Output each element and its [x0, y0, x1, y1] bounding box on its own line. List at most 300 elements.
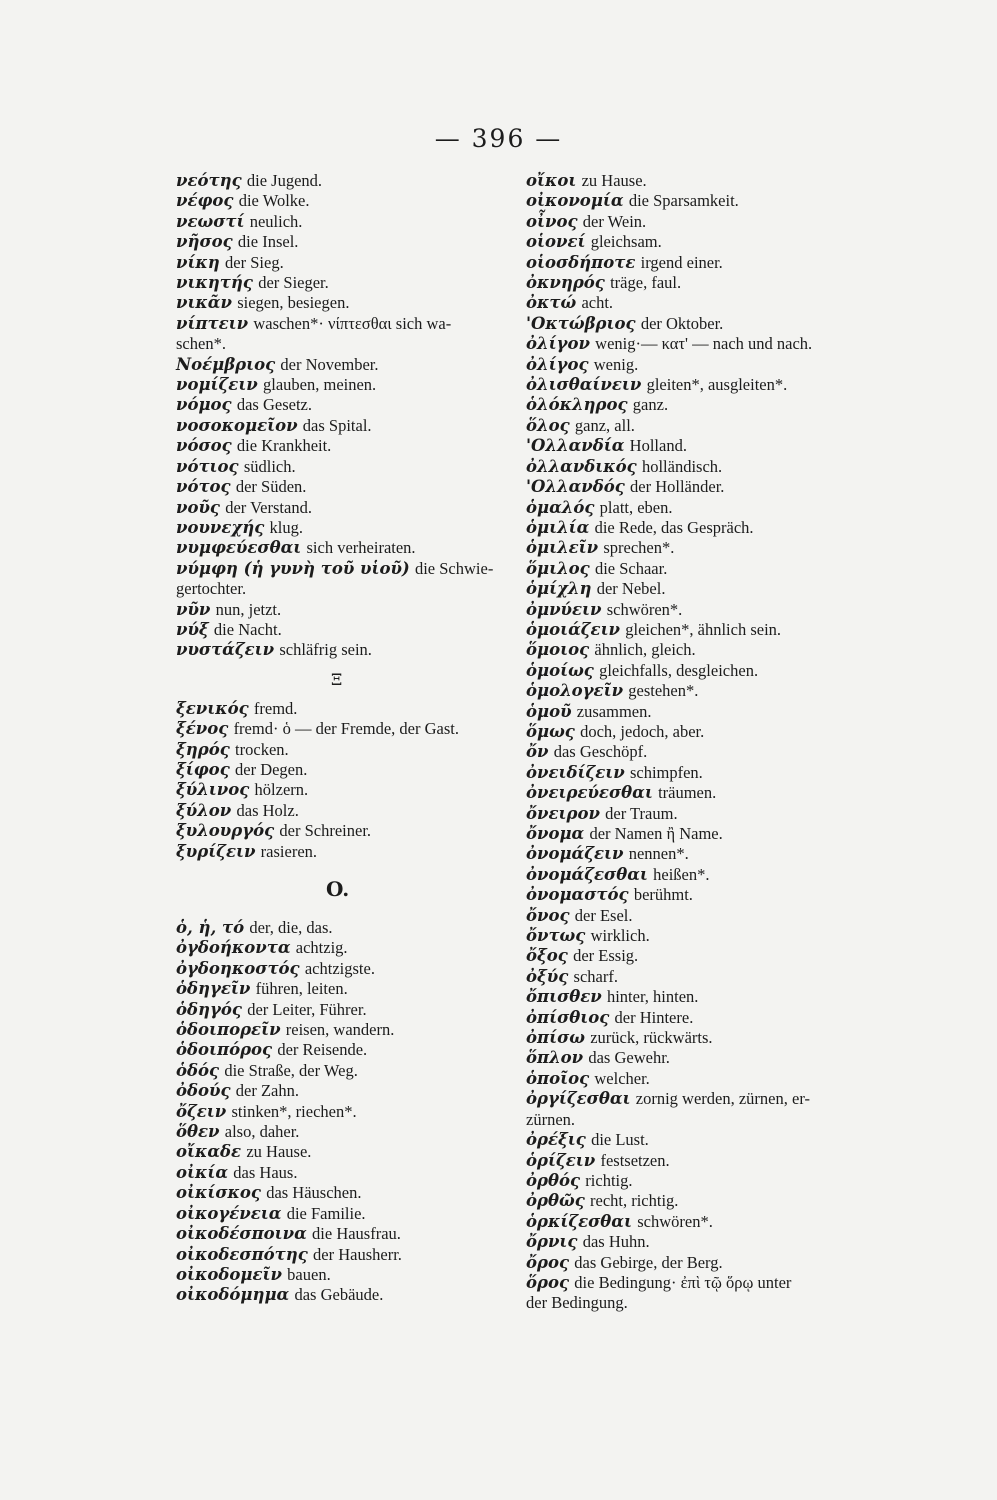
german-gloss: nennen*. — [628, 844, 689, 864]
dictionary-entry — [176, 640, 514, 660]
greek-headword: ὀγδοηκοστός — [176, 958, 300, 978]
german-gloss: hölzern. — [254, 780, 309, 800]
german-gloss: die Familie. — [286, 1203, 366, 1223]
german-gloss: waschen*· νίπτεσθαι sich wa- — [253, 313, 452, 333]
german-gloss: recht, richtig. — [590, 1191, 679, 1211]
german-gloss: der Holländer. — [630, 477, 725, 497]
greek-headword: 'Ολλανδός — [526, 477, 625, 497]
greek-headword: νουνεχής — [176, 517, 265, 537]
greek-headword: 'Ολλανδία — [526, 436, 625, 456]
greek-headword: οἱονεί — [526, 232, 586, 252]
german-gloss: träge, faul. — [610, 273, 682, 293]
dictionary-entry — [176, 1183, 514, 1203]
german-gloss: wirklich. — [590, 926, 650, 946]
german-gloss: gleichsam. — [590, 232, 662, 252]
dictionary-entry — [526, 212, 856, 232]
greek-headword: ὄντως — [526, 926, 586, 946]
german-gloss: der Süden. — [235, 477, 307, 497]
dictionary-entry — [526, 1232, 856, 1252]
german-gloss: das Geschöpf. — [553, 742, 648, 762]
german-gloss: schläfrig sein. — [279, 640, 372, 660]
dictionary-entry — [176, 620, 514, 640]
dictionary-entry — [526, 498, 856, 518]
greek-headword: ὄξος — [526, 946, 568, 966]
german-gloss: zürnen. — [526, 1109, 576, 1129]
dictionary-entry — [526, 232, 856, 252]
dictionary-entry — [176, 719, 514, 739]
german-gloss: die Schwie- — [414, 558, 494, 578]
dictionary-entry — [176, 1102, 514, 1122]
dictionary-entry — [176, 740, 514, 760]
greek-headword: ὀρθός — [526, 1170, 581, 1190]
dictionary-entry — [176, 1081, 514, 1101]
dictionary-entry — [176, 1204, 514, 1224]
german-gloss: das Gebirge, der Berg. — [574, 1252, 723, 1272]
german-gloss: die Bedingung· ἐπὶ τῷ ὅρῳ unter — [574, 1272, 792, 1292]
dictionary-entry — [526, 1171, 856, 1191]
greek-headword: ὁ, ἡ, τό — [176, 918, 245, 937]
german-gloss: gleichfalls, desgleichen. — [599, 660, 759, 680]
entries-right — [526, 171, 856, 1314]
dictionary-entry — [176, 1245, 514, 1265]
greek-headword: ὅμιλος — [526, 558, 590, 578]
dictionary-entry — [526, 559, 856, 579]
greek-headword: ξύλινος — [176, 780, 250, 800]
greek-headword: νικᾶν — [176, 293, 232, 313]
dictionary-entry — [526, 518, 856, 538]
dictionary-entry — [526, 1008, 856, 1028]
greek-headword: Νοέμβριος — [176, 354, 276, 374]
german-gloss: reisen, wandern. — [285, 1020, 395, 1040]
greek-headword: ὀνομαστός — [526, 885, 629, 905]
german-gloss: das Spital. — [302, 415, 372, 435]
german-gloss: festsetzen. — [600, 1150, 670, 1170]
dictionary-entry — [526, 1069, 856, 1089]
greek-headword: ὀνειρεύεσθαι — [526, 783, 653, 803]
dictionary-entry — [526, 987, 856, 1007]
german-gloss: der Hintere. — [614, 1007, 694, 1027]
dictionary-entry — [526, 416, 856, 436]
greek-headword: ξύλον — [176, 800, 232, 820]
german-gloss: rasieren. — [260, 841, 318, 861]
greek-headword: ὁδοιπορεῖν — [176, 1020, 281, 1040]
greek-headword: ὅθεν — [176, 1122, 220, 1142]
german-gloss: der Degen. — [235, 759, 308, 779]
greek-headword: νῆσος — [176, 232, 233, 252]
german-gloss: richtig. — [585, 1170, 633, 1190]
greek-headword: οἰκοδομεῖν — [176, 1264, 282, 1284]
dictionary-entry — [526, 1130, 856, 1150]
greek-headword: ὄζειν — [176, 1101, 227, 1121]
greek-headword: ξυλουργός — [176, 821, 275, 841]
greek-headword: οἴκαδε — [176, 1142, 242, 1162]
dictionary-entry — [526, 844, 856, 864]
german-gloss: die Straße, der Weg. — [224, 1060, 358, 1080]
dictionary-entry — [526, 681, 856, 701]
greek-headword: οἰκονομία — [526, 191, 624, 211]
greek-headword: οἰκίσκος — [176, 1183, 261, 1203]
greek-headword: ὁμοιάζειν — [526, 619, 621, 639]
german-gloss: der, die, das. — [249, 918, 333, 937]
dictionary-entry — [176, 355, 514, 375]
german-gloss: also, daher. — [224, 1122, 300, 1142]
german-gloss: klug. — [269, 517, 303, 537]
greek-headword: νύξ — [176, 619, 209, 639]
greek-headword: ὅμως — [526, 721, 575, 741]
right-column — [526, 171, 856, 1314]
german-gloss: zu Hause. — [581, 171, 647, 190]
german-gloss: scharf. — [573, 966, 618, 986]
greek-headword: ὁμιλία — [526, 517, 590, 537]
german-gloss: das Haus. — [233, 1162, 298, 1182]
dictionary-entry — [526, 314, 856, 334]
german-gloss: fremd· ὁ — der Fremde, der Gast. — [233, 719, 459, 739]
dictionary-entry — [526, 1110, 856, 1130]
greek-headword: ὄρνις — [526, 1232, 578, 1252]
dictionary-entry — [176, 334, 514, 354]
dictionary-entry — [176, 1000, 514, 1020]
dictionary-entry — [176, 1040, 514, 1060]
german-gloss: schimpfen. — [629, 762, 703, 782]
german-gloss: träumen. — [658, 783, 717, 803]
greek-headword: νεωστί — [176, 211, 245, 231]
dictionary-entry — [176, 1122, 514, 1142]
dictionary-entry — [526, 926, 856, 946]
dictionary-entry — [176, 477, 514, 497]
german-gloss: der Wein. — [582, 211, 647, 231]
dictionary-entry — [176, 436, 514, 456]
greek-headword: ὄν — [526, 742, 549, 762]
greek-headword: οἱοσδήποτε — [526, 252, 636, 272]
greek-headword: ὄπισθεν — [526, 987, 602, 1007]
dictionary-entry — [526, 600, 856, 620]
dictionary-entry — [526, 395, 856, 415]
greek-headword: οἴκοι — [526, 171, 577, 190]
dictionary-entry — [176, 1163, 514, 1183]
dictionary-entry — [176, 959, 514, 979]
german-gloss: holländisch. — [641, 456, 723, 476]
dictionary-entry — [526, 171, 856, 191]
greek-headword: ὄνειρον — [526, 803, 600, 823]
dictionary-entry — [176, 579, 514, 599]
german-gloss: wenig·— κατ' — nach und nach. — [595, 334, 813, 354]
german-gloss: die Wolke. — [238, 191, 310, 211]
greek-headword: ὁμιλεῖν — [526, 538, 599, 558]
german-gloss: zusammen. — [576, 701, 652, 721]
greek-headword: ὁμαλός — [526, 497, 595, 517]
greek-headword: οἰκία — [176, 1162, 229, 1182]
dictionary-entry — [176, 938, 514, 958]
greek-headword: ὀκνηρός — [526, 273, 605, 293]
dictionary-entry — [526, 334, 856, 354]
dictionary-entry — [526, 742, 856, 762]
greek-headword: 'Οκτώβριος — [526, 313, 636, 333]
dictionary-entry — [176, 314, 514, 334]
greek-headword: ὀλίγον — [526, 334, 590, 354]
german-gloss: zurück, rückwärts. — [590, 1028, 713, 1048]
german-gloss: ähnlich, gleich. — [594, 640, 696, 660]
greek-headword: νοσοκομεῖον — [176, 415, 298, 435]
dictionary-entry — [176, 821, 514, 841]
german-gloss: der Traum. — [605, 803, 678, 823]
german-gloss: der Bedingung. — [526, 1293, 628, 1313]
dictionary-entry — [526, 722, 856, 742]
dictionary-entry — [526, 1028, 856, 1048]
greek-headword: ὀδούς — [176, 1081, 231, 1101]
greek-headword: νικητής — [176, 273, 253, 293]
german-gloss: südlich. — [243, 456, 296, 476]
greek-headword: ὁποῖος — [526, 1068, 590, 1088]
german-gloss: die Jugend. — [246, 171, 323, 190]
german-gloss: zornig werden, zürnen, er- — [635, 1089, 810, 1109]
greek-headword: ὁδηγός — [176, 999, 242, 1019]
greek-headword: ὀπίσθιος — [526, 1007, 610, 1027]
german-gloss: der Sieger. — [258, 273, 329, 293]
greek-headword: νυμφεύεσθαι — [176, 538, 302, 558]
dictionary-entry — [526, 1273, 856, 1293]
german-gloss: die Rede, das Gespräch. — [594, 517, 754, 537]
german-gloss: schen*. — [176, 334, 226, 354]
dictionary-entry — [176, 293, 514, 313]
german-gloss: der Hausherr. — [313, 1244, 402, 1264]
dictionary-entry — [176, 760, 514, 780]
greek-headword: ὀγδοήκοντα — [176, 938, 291, 958]
dictionary-entry — [176, 600, 514, 620]
dictionary-entry — [176, 375, 514, 395]
german-gloss: der Oktober. — [640, 313, 724, 333]
german-gloss: fremd. — [253, 698, 298, 718]
german-gloss: die Hausfrau. — [312, 1224, 401, 1244]
dictionary-entry — [526, 1191, 856, 1211]
german-gloss: nun, jetzt. — [215, 599, 282, 619]
dictionary-entry — [526, 967, 856, 987]
german-gloss: gleiten*, ausgleiten*. — [646, 375, 788, 395]
greek-headword: ξίφος — [176, 759, 230, 779]
german-gloss: der Reisende. — [277, 1040, 368, 1060]
dictionary-entry — [526, 436, 856, 456]
dictionary-entry — [526, 865, 856, 885]
greek-headword: ὀνειδίζειν — [526, 762, 625, 782]
german-gloss: platt, eben. — [599, 497, 673, 517]
greek-headword: ὅπλον — [526, 1048, 584, 1068]
german-gloss: irgend einer. — [640, 252, 723, 272]
german-gloss: ganz, all. — [574, 415, 635, 435]
greek-headword: ὁδηγεῖν — [176, 979, 251, 999]
dictionary-entry — [526, 355, 856, 375]
german-gloss: der Schreiner. — [279, 821, 372, 841]
dictionary-entry — [526, 457, 856, 477]
greek-headword: ὅμοιος — [526, 640, 590, 660]
german-gloss: die Sparsamkeit. — [628, 191, 739, 211]
greek-headword: νόμος — [176, 395, 232, 415]
dictionary-entry — [176, 979, 514, 999]
dictionary-entry — [176, 1285, 514, 1305]
greek-headword: ὀμνύειν — [526, 599, 602, 619]
greek-headword: ὀνομάζεσθαι — [526, 864, 648, 884]
dictionary-entry — [526, 804, 856, 824]
german-gloss: doch, jedoch, aber. — [580, 721, 705, 741]
greek-headword: ὁρίζειν — [526, 1150, 596, 1170]
dictionary-entry — [526, 1212, 856, 1232]
german-gloss: der Nebel. — [596, 579, 666, 599]
dictionary-entry — [526, 477, 856, 497]
dictionary-entry — [176, 212, 514, 232]
german-gloss: gleichen*, ähnlich sein. — [625, 619, 782, 639]
greek-headword: ὀλίγος — [526, 354, 589, 374]
dictionary-entry — [176, 699, 514, 719]
dictionary-entry — [526, 640, 856, 660]
german-gloss: der Esel. — [574, 905, 633, 925]
greek-headword: νομίζειν — [176, 375, 258, 395]
greek-headword: νίπτειν — [176, 313, 249, 333]
german-gloss: sich verheiraten. — [306, 538, 416, 558]
greek-headword: νῦν — [176, 599, 211, 619]
german-gloss: stinken*, riechen*. — [231, 1101, 357, 1121]
greek-headword: οἰκοδόμημα — [176, 1285, 290, 1305]
entries-xi — [176, 699, 514, 862]
dictionary-entry — [526, 1151, 856, 1171]
german-gloss: der Sieg. — [225, 252, 284, 272]
left-column — [176, 171, 514, 1306]
greek-headword: οἰκογένεια — [176, 1203, 282, 1223]
german-gloss: bauen. — [287, 1264, 331, 1284]
dictionary-entry — [176, 538, 514, 558]
german-gloss: acht. — [581, 293, 614, 313]
german-gloss: der Zahn. — [235, 1081, 299, 1101]
german-gloss: neulich. — [249, 211, 303, 231]
german-gloss: der Essig. — [573, 946, 639, 966]
dictionary-entry — [176, 1142, 514, 1162]
greek-headword: ὀλλανδικός — [526, 456, 637, 476]
dictionary-entry — [176, 232, 514, 252]
greek-headword: ὀργίζεσθαι — [526, 1089, 631, 1109]
german-gloss: schwören*. — [606, 599, 683, 619]
german-gloss: sprechen*. — [603, 538, 675, 558]
dictionary-entry — [176, 842, 514, 862]
dictionary-entry — [526, 702, 856, 722]
dictionary-entry — [526, 1293, 856, 1313]
german-gloss: ganz. — [632, 395, 669, 415]
greek-headword: νόσος — [176, 436, 232, 456]
dictionary-entry — [526, 620, 856, 640]
dictionary-entry — [526, 191, 856, 211]
greek-headword: νυστάζειν — [176, 640, 275, 660]
german-gloss: schwören*. — [637, 1211, 713, 1231]
greek-headword: νεότης — [176, 171, 242, 190]
german-gloss: Holland. — [629, 436, 687, 456]
german-gloss: glauben, meinen. — [263, 375, 377, 395]
dictionary-entry — [176, 918, 514, 938]
dictionary-entry — [526, 273, 856, 293]
greek-headword: ὀπίσω — [526, 1028, 585, 1048]
german-gloss: die Lust. — [591, 1130, 649, 1150]
entries-omicron — [176, 918, 514, 1306]
dictionary-entry — [526, 375, 856, 395]
dictionary-entry — [176, 273, 514, 293]
dictionary-entry — [176, 518, 514, 538]
greek-headword: ὄρος — [526, 1252, 570, 1272]
page-number: — 396 — — [434, 124, 563, 153]
german-gloss: zu Hause. — [246, 1142, 312, 1162]
greek-headword: ὀκτώ — [526, 293, 577, 313]
greek-headword: ὀνομάζειν — [526, 844, 624, 864]
german-gloss: das Gebäude. — [294, 1285, 384, 1305]
greek-headword: ὀλισθαίνειν — [526, 375, 642, 395]
dictionary-entry — [526, 783, 856, 803]
german-gloss: hinter, hinten. — [606, 987, 699, 1007]
greek-headword: ὄνος — [526, 905, 570, 925]
german-gloss: berühmt. — [633, 885, 693, 905]
greek-headword: ὀρθῶς — [526, 1191, 585, 1211]
german-gloss: gestehen*. — [628, 681, 699, 701]
dictionary-entry — [526, 885, 856, 905]
greek-headword: οἰκοδεσπότης — [176, 1244, 308, 1264]
dictionary-entry — [176, 801, 514, 821]
german-gloss: achtzigste. — [304, 958, 375, 978]
german-gloss: führen, leiten. — [255, 979, 348, 999]
german-gloss: wenig. — [593, 354, 639, 374]
greek-headword: ξηρός — [176, 739, 230, 759]
dictionary-entry — [176, 1061, 514, 1081]
dictionary-entry — [526, 661, 856, 681]
dictionary-entry — [176, 1265, 514, 1285]
greek-headword: ξυρίζειν — [176, 841, 256, 861]
dictionary-entry — [176, 457, 514, 477]
dictionary-entry — [176, 253, 514, 273]
german-gloss: die Krankheit. — [236, 436, 332, 456]
greek-headword: νύμφη (ἡ γυνὴ τοῦ υἱοῦ) — [176, 558, 410, 578]
dictionary-entry — [526, 538, 856, 558]
german-gloss: siegen, besiegen. — [237, 293, 350, 313]
dictionary-entry — [176, 191, 514, 211]
dictionary-entry — [176, 1224, 514, 1244]
greek-headword: ὅλος — [526, 415, 570, 435]
greek-headword: ὁμολογεῖν — [526, 681, 624, 701]
dictionary-entry — [526, 253, 856, 273]
german-gloss: das Huhn. — [582, 1232, 650, 1252]
greek-headword: οἶνος — [526, 211, 578, 231]
dictionary-entry — [176, 395, 514, 415]
greek-headword: νότιος — [176, 456, 239, 476]
greek-headword: ὄνομα — [526, 824, 585, 843]
dictionary-entry — [176, 498, 514, 518]
german-gloss: der November. — [280, 354, 379, 374]
greek-headword: ὁρκίζεσθαι — [526, 1211, 632, 1231]
dictionary-entry — [526, 906, 856, 926]
greek-headword: ὁδός — [176, 1060, 220, 1080]
greek-headword: ὁμίχλη — [526, 579, 592, 599]
german-gloss: das Gesetz. — [236, 395, 312, 415]
dictionary-entry — [526, 1089, 856, 1109]
dictionary-entry — [526, 1253, 856, 1273]
greek-headword: νότος — [176, 477, 231, 497]
german-gloss: heißen*. — [653, 864, 710, 884]
german-gloss: die Insel. — [237, 232, 299, 252]
greek-headword: νίκη — [176, 252, 220, 272]
greek-headword: ὁμοῦ — [526, 701, 572, 721]
greek-headword: ὀξύς — [526, 966, 569, 986]
dictionary-entry — [526, 946, 856, 966]
german-gloss: welcher. — [594, 1068, 650, 1088]
greek-headword: ὀρέξις — [526, 1130, 586, 1150]
greek-headword: νέφος — [176, 191, 234, 211]
dictionary-entry — [176, 416, 514, 436]
greek-headword: ὁδοιπόρος — [176, 1040, 273, 1060]
german-gloss: der Leiter, Führer. — [247, 999, 367, 1019]
german-gloss: das Holz. — [236, 800, 299, 820]
dictionary-entry — [176, 780, 514, 800]
dictionary-entry — [526, 824, 856, 844]
